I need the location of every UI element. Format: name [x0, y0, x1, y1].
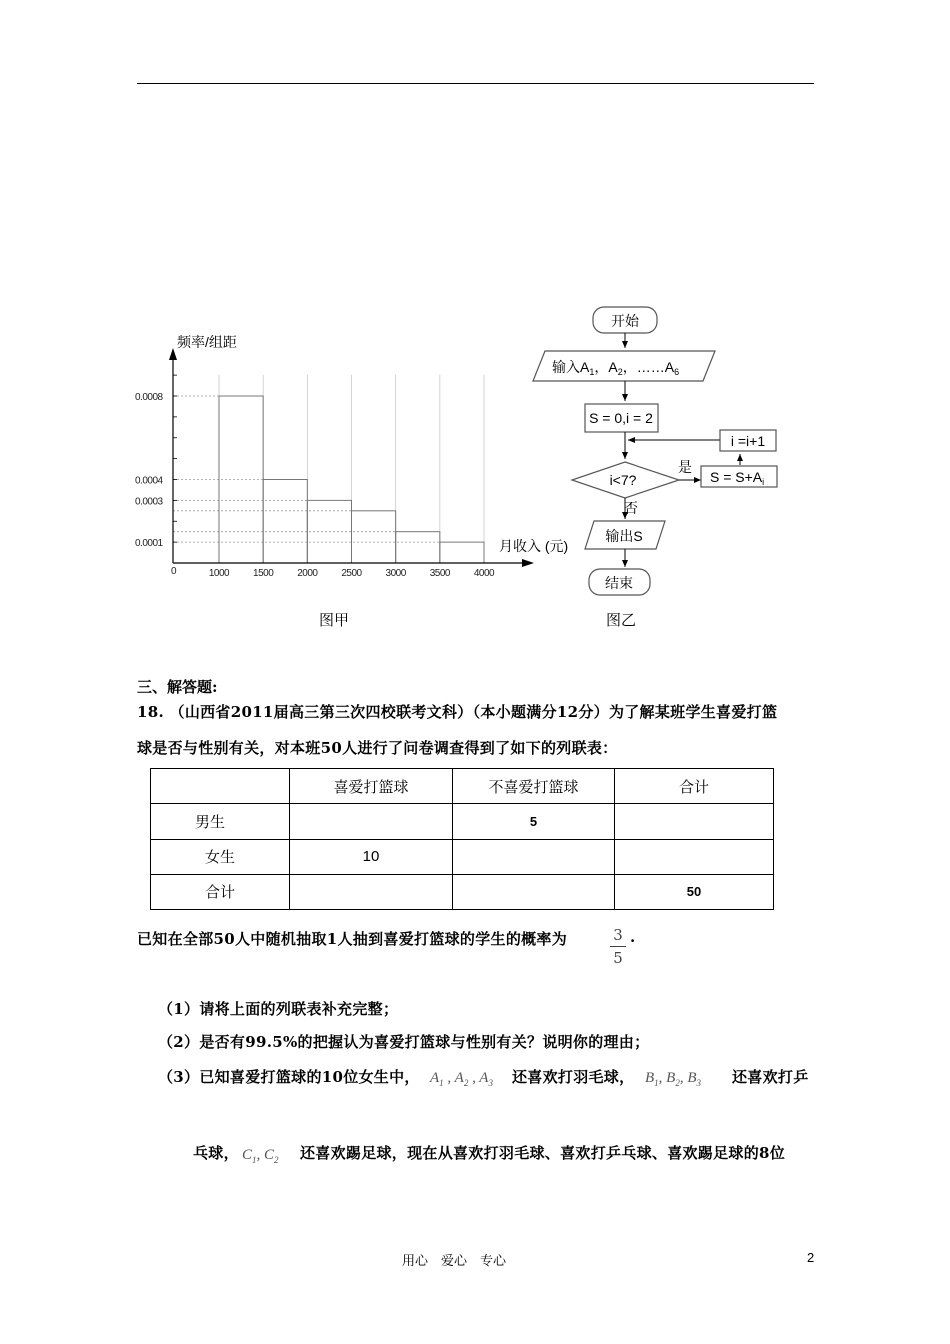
flow-condition-label: i<7? — [609, 472, 637, 488]
flow-sum-node — [701, 466, 777, 487]
question-2: （2）是否有99.5%的把握认为喜爱打篮球与性别有关？说明你的理由； — [158, 1033, 650, 1051]
table-cell — [453, 839, 615, 874]
figure-a-caption: 图甲 — [319, 611, 350, 629]
x-tick-label: 3500 — [429, 568, 450, 579]
flow-end-label: 结束 — [605, 575, 633, 591]
flow-input-node — [533, 351, 715, 381]
fraction-denominator: 5 — [613, 949, 623, 967]
table-header-cell — [151, 769, 290, 804]
flowchart — [0, 0, 950, 660]
problem-line-1: 18. （山西省2011届高三第三次四校联考文科）（本小题满分12分）为了解某班学生喜爱打篮 — [137, 703, 778, 721]
table-header-cell: 合计 — [615, 769, 774, 804]
flow-sum-label: $S = S+A_i$ — [710, 469, 765, 487]
table-cell: 男生 — [151, 804, 290, 839]
fraction-numerator: 3 — [613, 926, 623, 944]
problem-line-2: 球是否与性别有关，对本班50人进行了问卷调查得到了如下的列联表： — [137, 739, 618, 757]
question-1: （1）请将上面的列联表补充完整； — [158, 1000, 399, 1018]
probability-text: 已知在全部50人中随机抽取1人抽到喜爱打篮球的学生的概率为 — [137, 930, 568, 948]
origin-label: 0 — [171, 566, 177, 577]
table-cell: 5 — [453, 804, 615, 839]
math-c-set: $C_1$, $C_2$ — [242, 1147, 279, 1165]
table-header-cell: 不喜爱打篮球 — [453, 769, 615, 804]
flow-init-node — [585, 404, 658, 432]
flow-end-node — [589, 569, 650, 595]
flow-init-label: S = 0,i = 2 — [589, 410, 653, 426]
table-cell — [453, 874, 615, 909]
section-title: 三、解答题: — [137, 678, 218, 696]
question-3-part-b: 还喜欢打羽毛球， — [512, 1068, 635, 1086]
x-tick-label: 1500 — [253, 568, 274, 579]
x-tick-label: 4000 — [473, 568, 495, 579]
table-header-cell: 喜爱打篮球 — [290, 769, 453, 804]
flow-start-node — [593, 307, 657, 333]
probability-end: . — [630, 928, 636, 946]
question-3-part-c: 还喜欢打乒 — [732, 1068, 809, 1086]
table-row — [151, 874, 774, 909]
table-cell: 女生 — [151, 839, 290, 874]
flow-start-label: 开始 — [611, 313, 639, 329]
flow-increment-node — [720, 430, 776, 451]
page-number: 2 — [807, 1250, 815, 1265]
x-tick-label: 2000 — [297, 568, 318, 579]
flow-output-label: 输出S — [605, 528, 643, 544]
table-cell — [290, 804, 453, 839]
table-cell: 50 — [615, 874, 774, 909]
flow-yes-label: 是 — [678, 459, 692, 475]
contingency-table — [150, 768, 774, 910]
figure-b-caption: 图乙 — [606, 611, 637, 629]
table-row — [151, 839, 774, 874]
y-tick-label: 0.0008 — [135, 392, 163, 403]
table-cell — [615, 839, 774, 874]
flow-no-label: 否 — [624, 500, 638, 516]
question-3-part-d: 乓球， — [193, 1144, 239, 1162]
math-b-set: $B_1$, $B_2$, $B_3$ — [645, 1070, 702, 1088]
table-header-row — [151, 769, 774, 804]
x-tick-label: 3000 — [385, 568, 406, 579]
y-axis-label: 频率/组距 — [177, 334, 237, 350]
x-tick-label: 1000 — [208, 568, 230, 579]
question-3-part-e: 还喜欢踢足球，现在从喜欢打羽毛球、喜欢打乒乓球、喜欢踢足球的8位 — [300, 1144, 786, 1162]
table-cell: 合计 — [151, 874, 290, 909]
flow-output-node — [585, 521, 665, 549]
flow-input-label: 输入$A_1$，$A_2$，$\dots\dots A_6$ — [552, 359, 680, 377]
table-cell: 10 — [290, 839, 453, 874]
y-tick-label: 0.0003 — [135, 496, 163, 508]
math-a-set: $A_1$ , $A_2$ , $A_3$ — [430, 1070, 493, 1088]
y-tick-label: 0.0001 — [135, 538, 163, 550]
table-cell — [290, 874, 453, 909]
y-tick-label: 0.0004 — [135, 475, 163, 487]
table-cell — [615, 804, 774, 839]
table-row — [151, 804, 774, 839]
flow-condition-node — [572, 462, 679, 498]
footer-motto: 用心 爱心 专心 — [402, 1254, 507, 1269]
x-axis-label: 月收入 (元) — [499, 538, 569, 554]
x-tick-label: 2500 — [341, 568, 362, 579]
flow-increment-label: i =i+1 — [730, 433, 766, 449]
probability-fraction — [610, 926, 626, 967]
question-3-part-a: （3）已知喜爱打篮球的10位女生中， — [158, 1068, 420, 1086]
